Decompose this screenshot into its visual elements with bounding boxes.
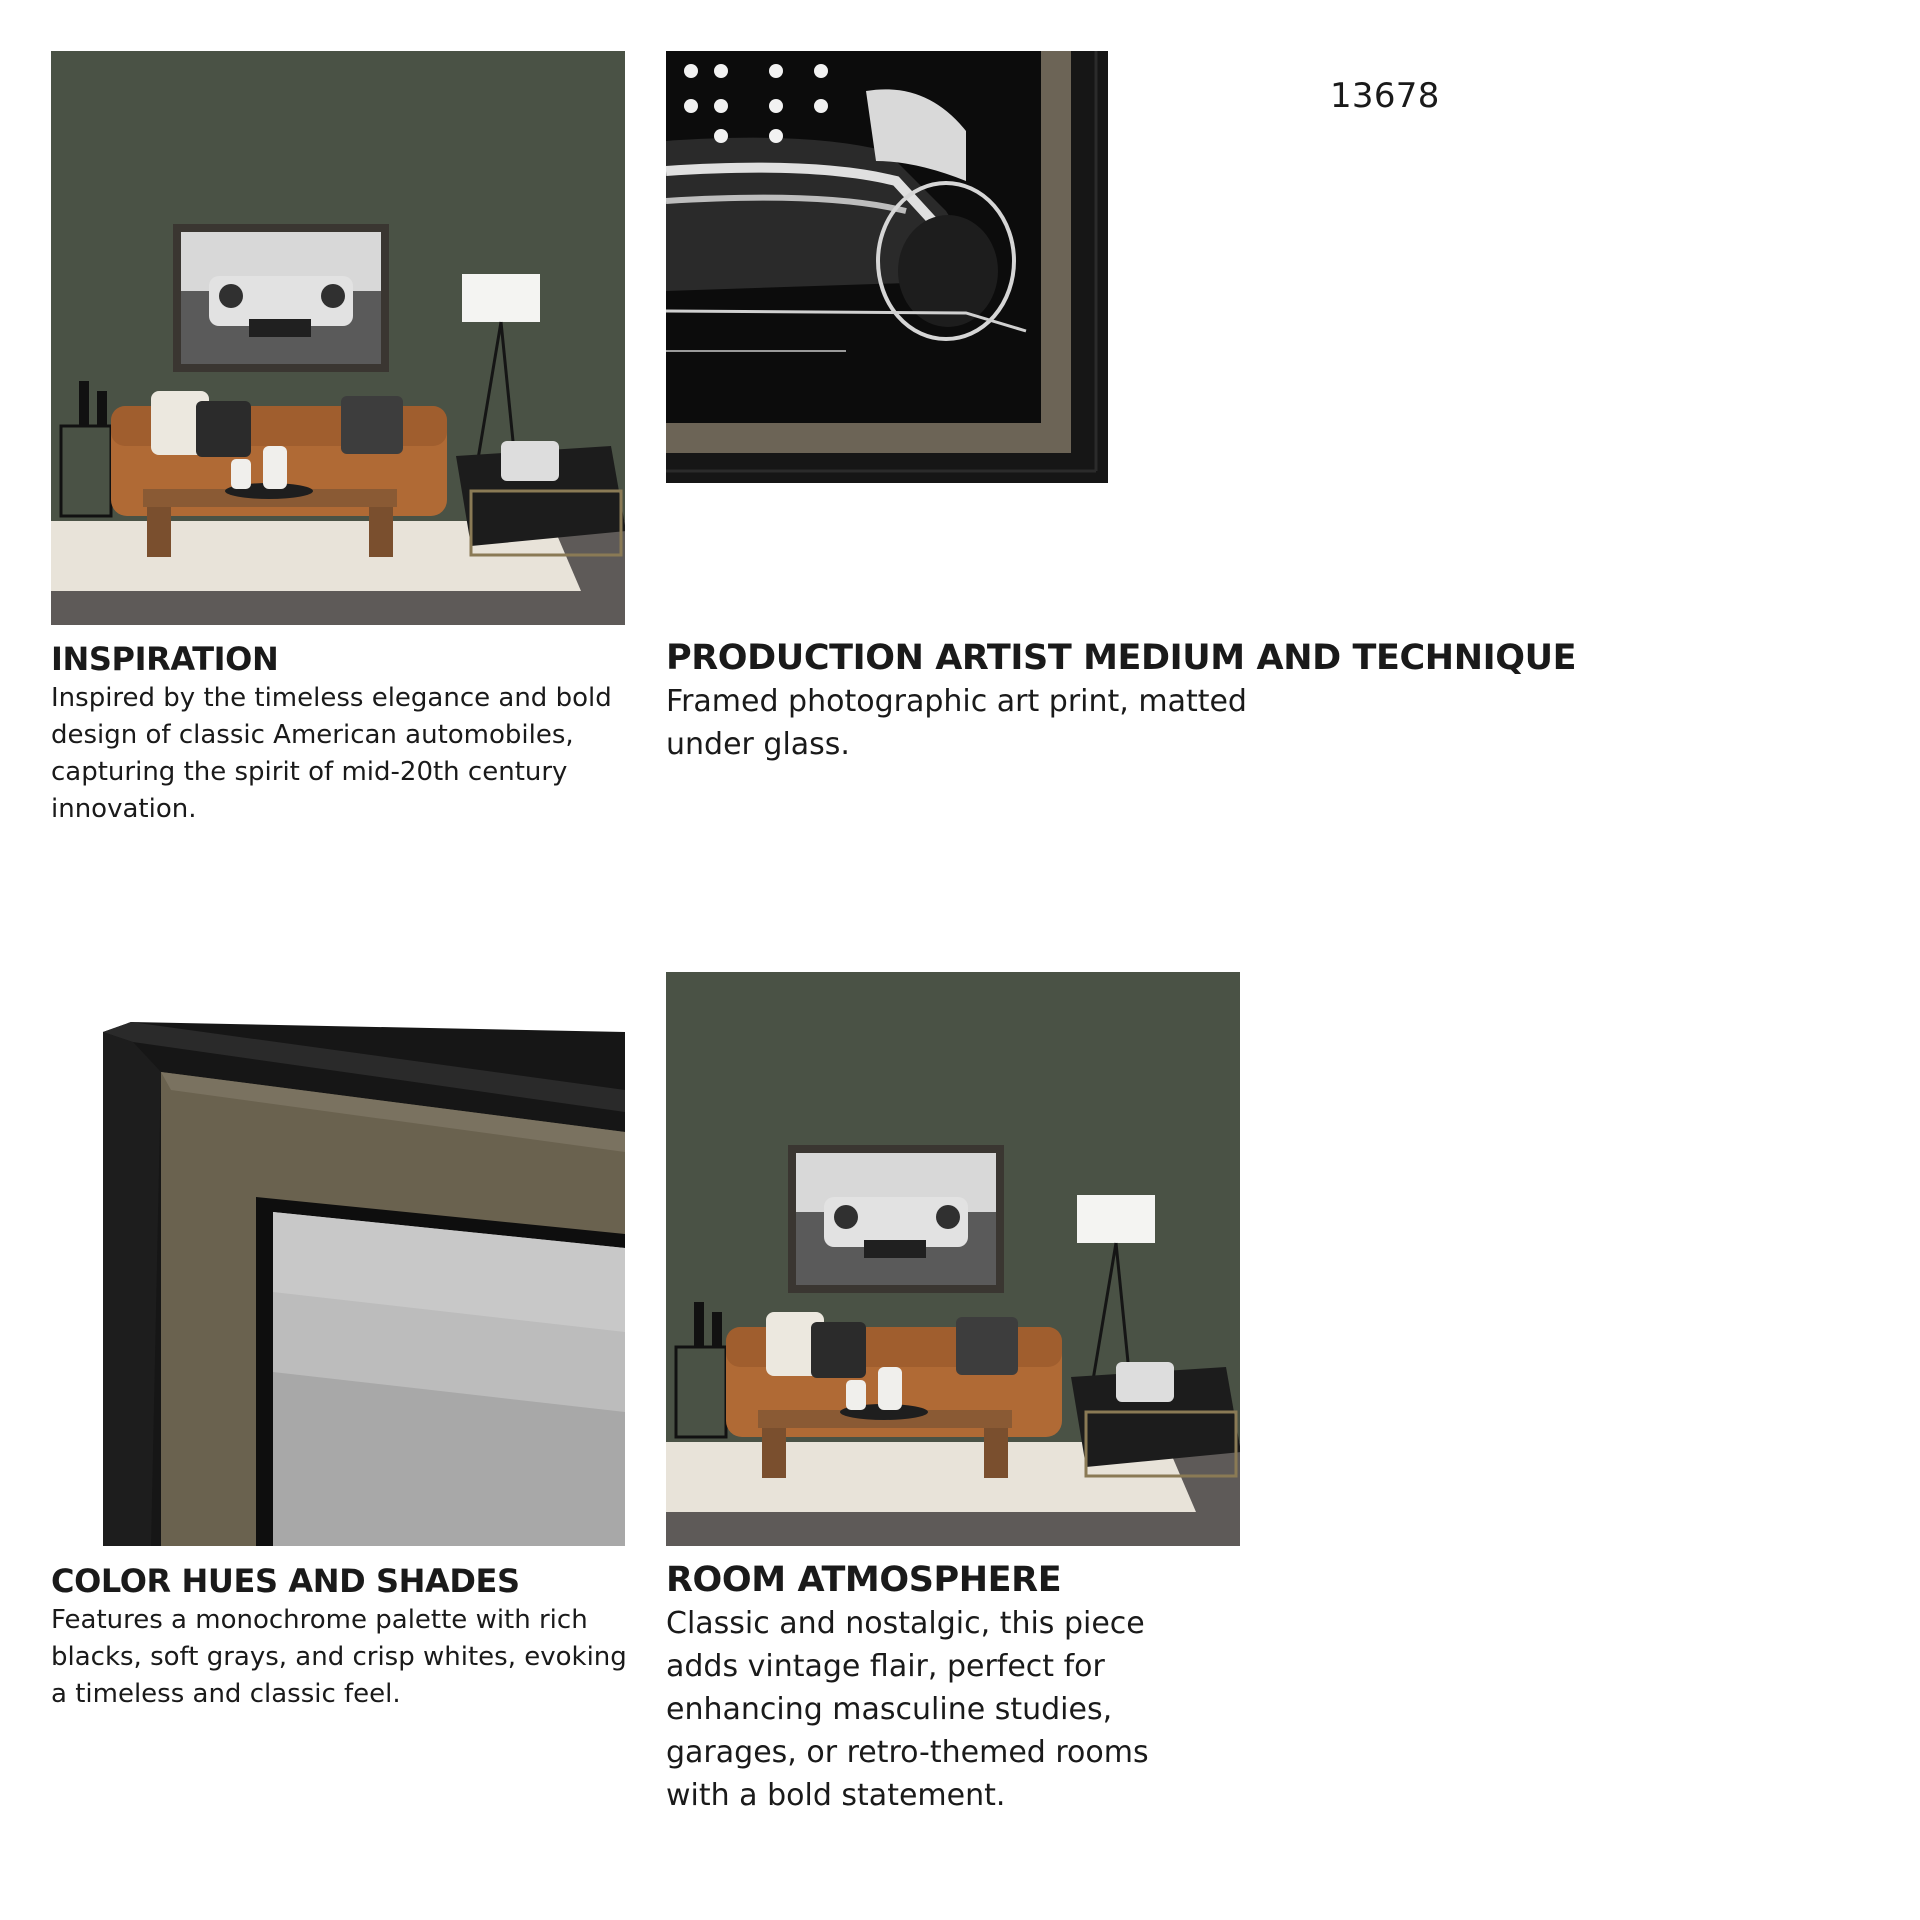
inspiration-body: Inspired by the timeless elegance and bold design of classic American automobiles, capturing the spirit of mid-20th century innovation.: [51, 683, 612, 824]
room-body: Classic and nostalgic, this piece adds vintage flair, perfect for enhancing masculine studies, garages, or retro-themed rooms with a bold statement.: [666, 1606, 1149, 1813]
inspiration-section: [51, 638, 631, 828]
room-heading: ROOM ATMOSPHERE: [666, 1560, 1062, 1600]
inspiration-room-photo: [51, 51, 625, 625]
production-heading: PRODUCTION ARTIST MEDIUM AND TECHNIQUE: [666, 638, 1577, 678]
room-atmosphere-photo: [666, 972, 1240, 1546]
production-body: Framed photographic art print, matted under glass.: [666, 684, 1247, 762]
production-section: [666, 636, 1577, 766]
product-id: 13678: [1330, 76, 1440, 116]
room-section: [666, 1558, 1226, 1817]
color-section: [51, 1560, 631, 1713]
inspiration-heading: INSPIRATION: [51, 640, 279, 678]
color-frame-corner-photo: [51, 972, 625, 1546]
color-heading: COLOR HUES AND SHADES: [51, 1562, 520, 1600]
production-closeup-photo: [666, 51, 1108, 483]
color-body: Features a monochrome palette with rich blacks, soft grays, and crisp whites, evoking a timeless and classic feel.: [51, 1605, 627, 1709]
